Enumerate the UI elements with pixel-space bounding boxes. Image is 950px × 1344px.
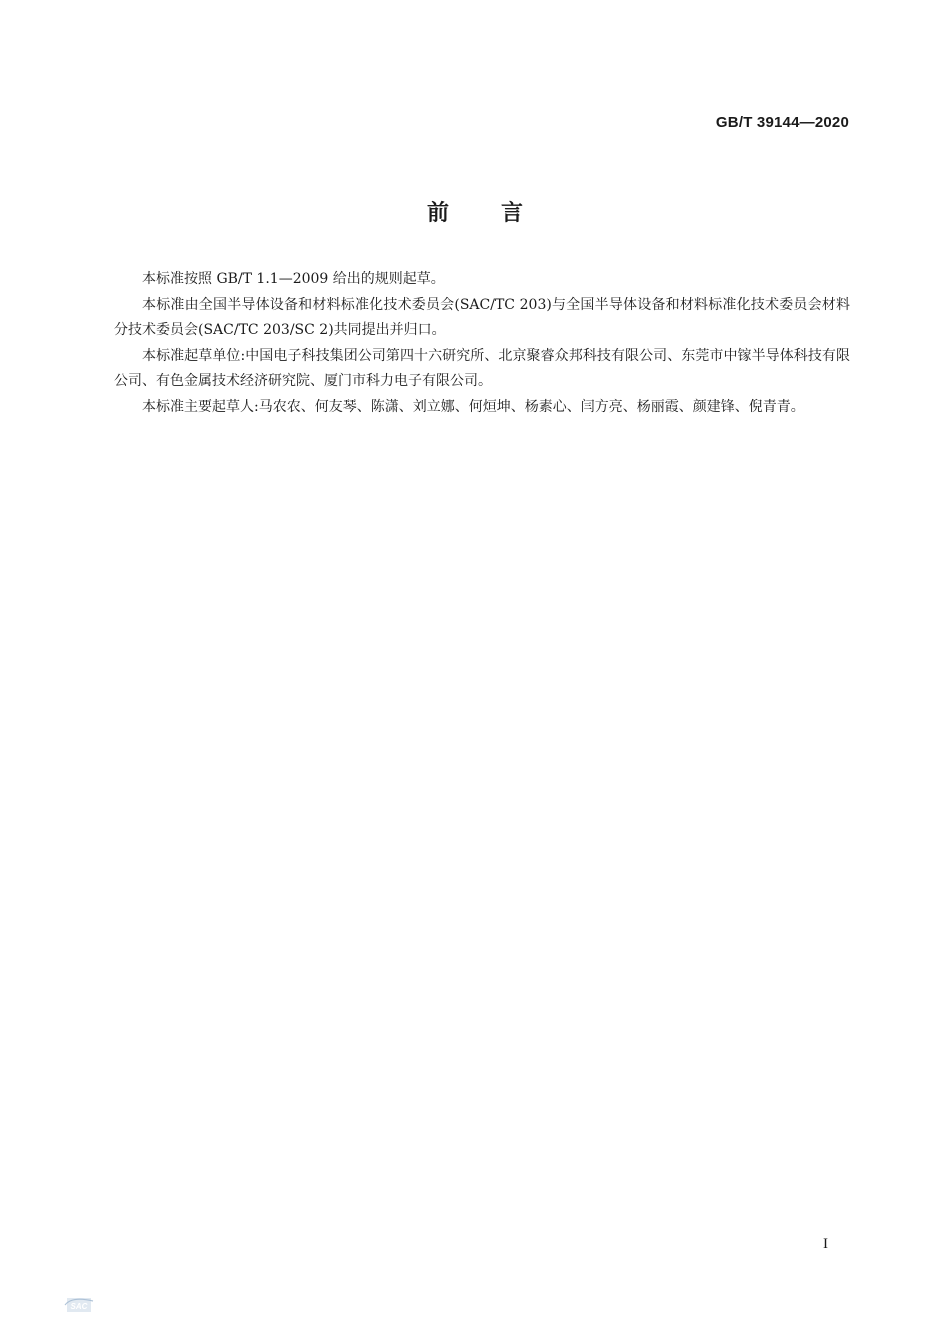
paragraph-proposer: 本标准由全国半导体设备和材料标准化技术委员会(SAC/TC 203)与全国半导体设备和材料标准化技术委员会材料分技术委员会(SAC/TC 203/SC 2)共同提出并归口。 <box>114 296 850 338</box>
paragraph-drafting-rules: 本标准按照 GB/T 1.1—2009 给出的规则起草。 <box>142 271 445 287</box>
standard-number: GB/T 39144—2020 <box>715 114 849 131</box>
page-number: I <box>823 1236 828 1252</box>
sac-logo-icon <box>64 1296 94 1314</box>
page-title <box>0 196 950 227</box>
svg-text:SAC: SAC <box>70 1302 88 1311</box>
title-char-2: 言 <box>500 201 523 226</box>
paragraph-drafters: 本标准主要起草人:马农农、何友琴、陈潇、刘立娜、何烜坤、杨素心、闫方亮、杨丽霞、颜建锋、倪青青。 <box>142 398 805 415</box>
paragraph-drafting-units: 本标准起草单位:中国电子科技集团公司第四十六研究所、北京聚睿众邦科技有限公司、东莞市中镓半导体科技有限公司、有色金属技术经济研究院、厦门市科力电子有限公司。 <box>114 347 850 389</box>
title-char-1: 前 <box>426 201 449 226</box>
foreword-body <box>114 267 850 420</box>
